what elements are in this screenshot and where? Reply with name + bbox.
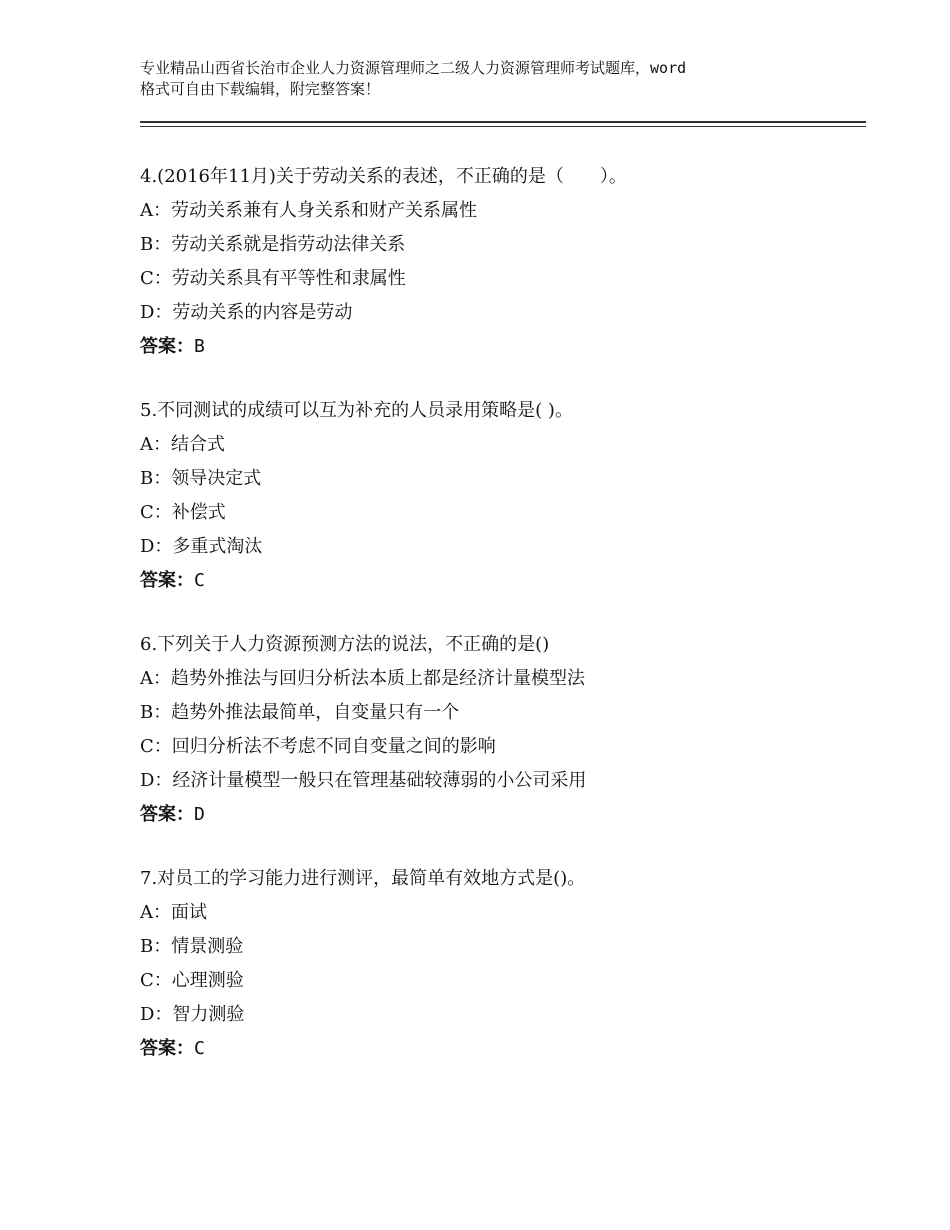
question-7 — [140, 862, 860, 1066]
answer-value: B — [194, 336, 205, 357]
answer-label: 答案： — [140, 336, 194, 357]
option-b: B：劳动关系就是指劳动法律关系 — [140, 234, 406, 255]
option-c: C：劳动关系具有平等性和隶属性 — [140, 268, 406, 289]
answer-value: C — [194, 1038, 205, 1059]
answer-label: 答案： — [140, 804, 194, 825]
question-6 — [140, 628, 860, 832]
question-stem: 5.不同测试的成绩可以互为补充的人员录用策略是( )。 — [140, 400, 573, 421]
option-c: C：补偿式 — [140, 502, 226, 523]
option-d: D：智力测验 — [140, 1004, 245, 1025]
question-list — [140, 160, 860, 1096]
option-a: A：结合式 — [140, 434, 225, 455]
question-stem: 6.下列关于人力资源预测方法的说法，不正确的是() — [140, 634, 550, 655]
option-d: D：多重式淘汰 — [140, 536, 263, 557]
header-line-1: 专业精品山西省长治市企业人力资源管理师之二级人力资源管理师考试题库，word — [140, 59, 687, 77]
option-b: B：领导决定式 — [140, 468, 262, 489]
answer-value: D — [194, 804, 205, 825]
answer-line — [140, 330, 860, 364]
option-b: B：趋势外推法最简单，自变量只有一个 — [140, 702, 460, 723]
header-divider-thick — [140, 121, 866, 123]
option-a: A：趋势外推法与回归分析法本质上都是经济计量模型法 — [140, 668, 585, 689]
question-4 — [140, 160, 860, 364]
option-d: D：经济计量模型一般只在管理基础较薄弱的小公司采用 — [140, 770, 587, 791]
question-5 — [140, 394, 860, 598]
answer-label: 答案： — [140, 1038, 194, 1059]
answer-line — [140, 564, 860, 598]
option-d: D：劳动关系的内容是劳动 — [140, 302, 353, 323]
option-b: B：情景测验 — [140, 936, 244, 957]
option-a: A：面试 — [140, 902, 207, 923]
answer-value: C — [194, 570, 205, 591]
document-header — [140, 58, 830, 100]
answer-line — [140, 798, 860, 832]
header-line-2: 格式可自由下载编辑，附完整答案！ — [140, 80, 381, 98]
option-c: C：心理测验 — [140, 970, 244, 991]
header-divider-thin — [140, 126, 866, 127]
option-a: A：劳动关系兼有人身关系和财产关系属性 — [140, 200, 477, 221]
answer-line — [140, 1032, 860, 1066]
question-stem: 4.(2016年11月)关于劳动关系的表述，不正确的是（ ）。 — [140, 166, 627, 187]
answer-label: 答案： — [140, 570, 194, 591]
option-c: C：回归分析法不考虑不同自变量之间的影响 — [140, 736, 496, 757]
question-stem: 7.对员工的学习能力进行测评，最简单有效地方式是()。 — [140, 868, 586, 889]
